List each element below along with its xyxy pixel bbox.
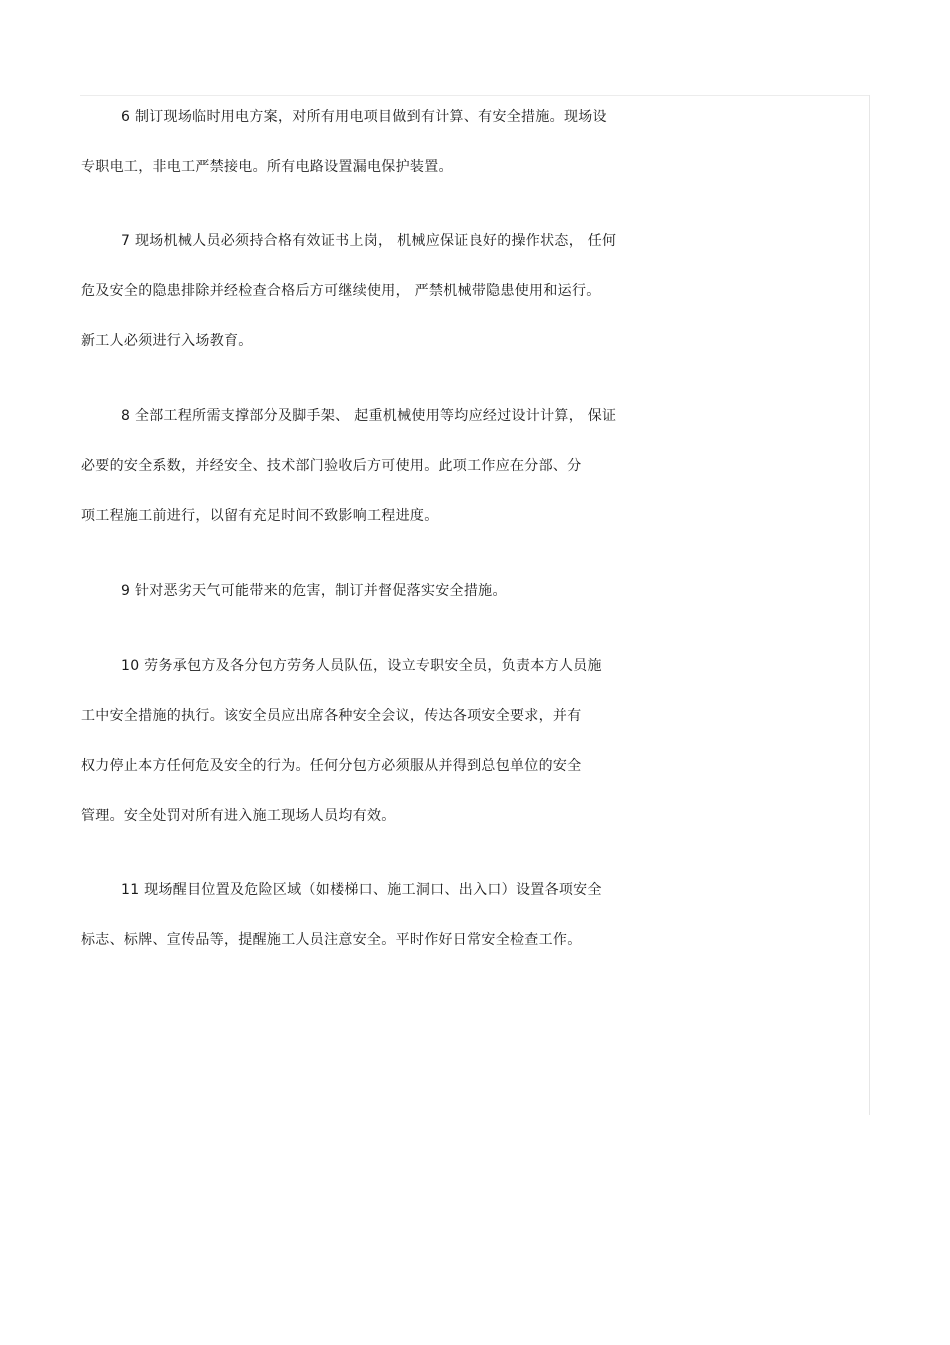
text-line: 6 制订现场临时用电方案，对所有用电项目做到有计算、有安全措施。现场设 <box>121 109 607 125</box>
paragraph-item-9 <box>81 566 871 616</box>
paragraph-item-7 <box>81 216 871 366</box>
paragraph-item-11 <box>81 865 871 965</box>
text-line: 10 劳务承包方及各分包方劳务人员队伍，设立专职安全员，负责本方人员施 <box>121 658 602 674</box>
text-line: 专职电工，非电工严禁接电。所有电路设置漏电保护装置。 <box>81 159 453 175</box>
text-line: 管理。安全处罚对所有进入施工现场人员均有效。 <box>81 808 396 824</box>
text-line: 权力停止本方任何危及安全的行为。任何分包方必须服从并得到总包单位的安全 <box>81 758 582 774</box>
paragraph-item-10 <box>81 641 871 841</box>
text-line: 项工程施工前进行，以留有充足时间不致影响工程进度。 <box>81 508 439 524</box>
text-line: 工中安全措施的执行。该安全员应出席各种安全会议，传达各项安全要求，并有 <box>81 708 582 724</box>
text-line: 11 现场醒目位置及危险区域（如楼梯口、施工洞口、出入口）设置各项安全 <box>121 882 602 898</box>
text-line: 标志、标牌、宣传品等，提醒施工人员注意安全。平时作好日常安全检查工作。 <box>81 932 582 948</box>
text-line: 新工人必须进行入场教育。 <box>81 333 253 349</box>
paragraph-item-6 <box>81 92 871 192</box>
text-line: 危及安全的隐患排除并经检查合格后方可继续使用， 严禁机械带隐患使用和运行。 <box>81 283 601 299</box>
text-line: 8 全部工程所需支撑部分及脚手架、 起重机械使用等均应经过设计计算， 保证 <box>121 408 617 424</box>
text-line: 7 现场机械人员必须持合格有效证书上岗， 机械应保证良好的操作状态， 任何 <box>121 233 617 249</box>
text-line: 必要的安全系数，并经安全、技术部门验收后方可使用。此项工作应在分部、分 <box>81 458 582 474</box>
text-line: 9 针对恶劣天气可能带来的危害，制订并督促落实安全措施。 <box>121 583 507 599</box>
paragraph-item-8 <box>81 391 871 541</box>
